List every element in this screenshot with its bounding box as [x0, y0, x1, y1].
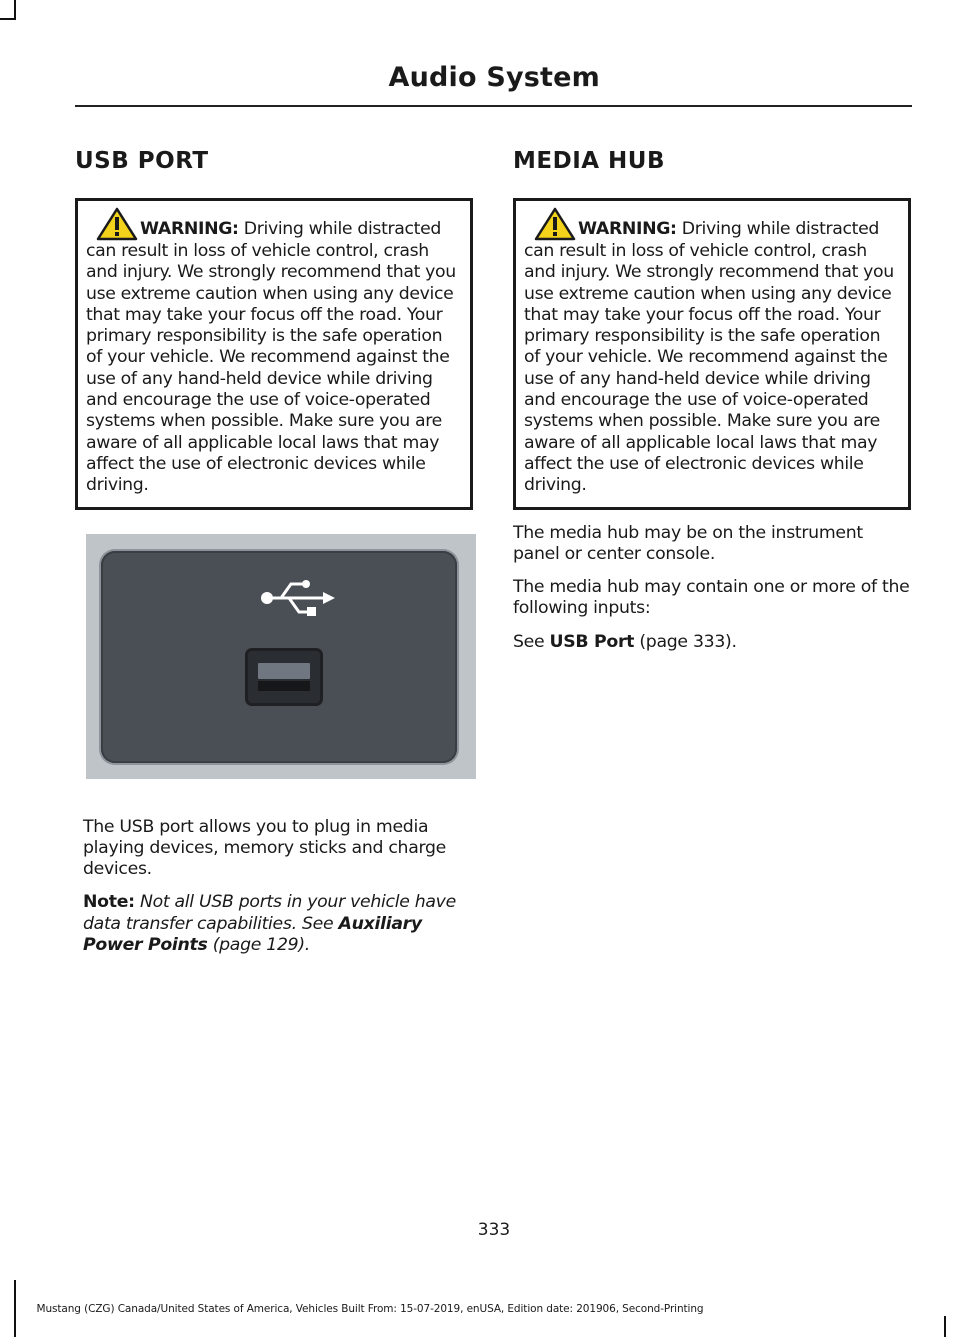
right-column	[513, 148, 911, 653]
warning-box	[75, 198, 473, 510]
warning-label: WARNING:	[578, 219, 677, 239]
note-paragraph	[83, 892, 473, 956]
usb-symbol-icon	[259, 578, 337, 618]
page-number: 333	[477, 1220, 511, 1240]
note-page-ref: (page 129).	[212, 935, 311, 956]
usb-port-description: The USB port allows you to plug in media playing devices, memory sticks and charge devices.	[83, 816, 446, 880]
crop-mark	[14, 0, 16, 20]
note-text: Not all USB ports in your vehicle have data transfer capabilities. See	[83, 892, 456, 934]
warning-triangle-icon	[96, 207, 138, 241]
crop-mark	[944, 1316, 946, 1337]
see-page-ref: (page 333).	[639, 631, 737, 652]
auxiliary-power-points-link[interactable]: Auxiliary Power Points	[83, 913, 422, 956]
left-column	[75, 148, 473, 956]
warning-label: WARNING:	[140, 219, 239, 239]
page-header-title: Audio System	[388, 62, 600, 93]
see-prefix: See	[513, 631, 545, 652]
see-reference	[513, 632, 911, 653]
usb-socket-cavity	[258, 681, 310, 691]
warning-box	[513, 198, 911, 510]
usb-panel	[101, 551, 457, 763]
crop-mark	[0, 18, 16, 20]
warning-text: Driving while distracted can result in loss of vehicle control, crash and injury. We strongly recommend that you use extreme caution when using any device that may take your focus off the road. Your primary responsibility is the safe operation of your vehicle. We recommend against the use of any hand-held device while driving and encourage the use of voice-operated systems when possible. Make sure you are aware of all applicable local laws that may affect the use of electronic devices while driving.	[524, 219, 894, 496]
section-heading-media-hub: MEDIA HUB	[513, 148, 666, 174]
media-hub-location: The media hub may be on the instrument panel or center console.	[513, 522, 863, 564]
warning-triangle-icon	[534, 207, 576, 241]
usb-port-illustration	[86, 534, 476, 779]
section-heading-usb-port: USB PORT	[75, 148, 209, 174]
note-label: Note:	[83, 892, 135, 913]
page-footer: Mustang (CZG) Canada/United States of America, Vehicles Built From: 15-07-2019, enUSA, Edition date: 201906, Second-Printing	[36, 1303, 704, 1315]
warning-text: Driving while distracted can result in loss of vehicle control, crash and injury. We strongly recommend that you use extreme caution when using any device that may take your focus off the road. Your primary responsibility is the safe operation of your vehicle. We recommend against the use of any hand-held device while driving and encourage the use of voice-operated systems when possible. Make sure you are aware of all applicable local laws that may affect the use of electronic devices while driving.	[86, 219, 456, 496]
usb-socket	[248, 651, 320, 703]
usb-socket-contact	[258, 663, 310, 679]
media-hub-inputs: The media hub may contain one or more of the following inputs:	[513, 577, 910, 619]
header-divider	[75, 105, 912, 107]
usb-port-link[interactable]: USB Port	[549, 631, 635, 652]
